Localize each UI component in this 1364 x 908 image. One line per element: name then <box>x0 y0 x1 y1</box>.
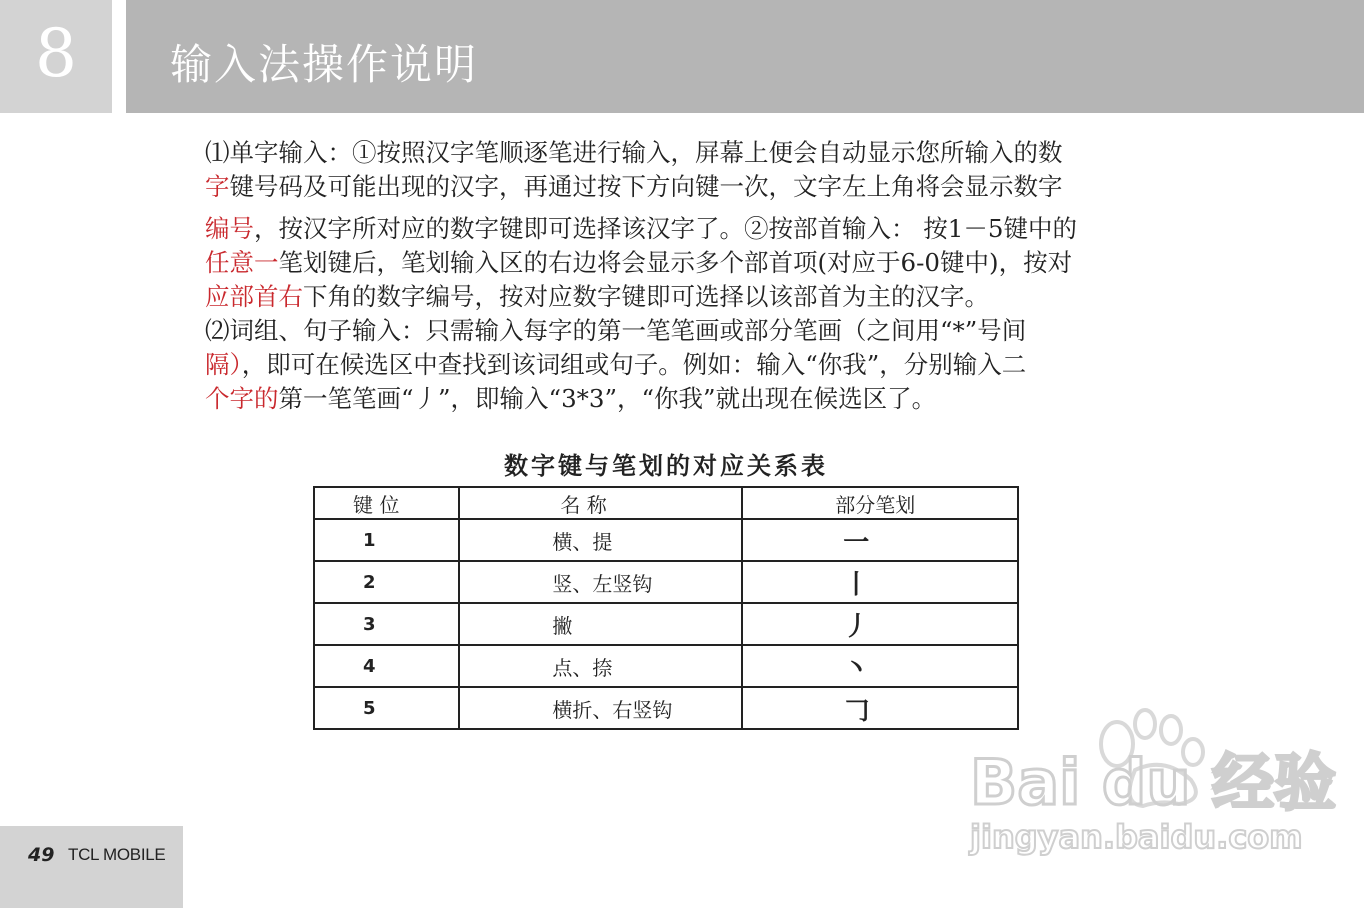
highlight-text: 隔） <box>205 350 242 379</box>
stroke-cell: 丨 <box>742 561 1018 603</box>
line-text: 第一笔笔画“丿”，即输入“3*3”，“你我”就出现在候选区了。 <box>278 384 937 413</box>
key-cell: 2 <box>314 561 459 603</box>
table-row <box>314 687 1018 729</box>
line-text: 笔划键后，笔划输入区的右边将会显示多个部首项(对应于6-0键中)，按对 <box>278 248 1073 277</box>
table-row <box>314 561 1018 603</box>
header-bar <box>126 0 1364 113</box>
line-text: 键号码及可能出现的汉字，再通过按下方向键一次，文字左上角将会显示数字 <box>229 172 1063 201</box>
name-cell: 横折、右竖钩 <box>459 687 742 729</box>
text-line <box>205 246 1205 280</box>
name-cell: 横、提 <box>459 519 742 561</box>
highlight-text: 应部首右 <box>205 282 303 311</box>
text-line <box>205 170 1205 204</box>
table-row <box>314 645 1018 687</box>
header-name: 名 称 <box>459 487 742 519</box>
line-text: ，按汉字所对应的数字键即可选择该汉字了。②按部首输入： 按1－5键中的 <box>254 214 1077 243</box>
key-cell: 1 <box>314 519 459 561</box>
text-line <box>205 212 1205 246</box>
line-text: ⑴单字输入：①按照汉字笔顺逐笔进行输入，屏幕上便会自动显示您所输入的数 <box>205 138 1063 167</box>
name-cell: 撇 <box>459 603 742 645</box>
line-text: ⑵词组、句子输入：只需输入每字的第一笔笔画或部分笔画（之间用“*”号间 <box>205 316 1027 345</box>
instructions-text <box>205 136 1205 416</box>
chapter-number-box <box>0 0 112 113</box>
line-text: ，即可在候选区中查找到该词组或句子。例如：输入“你我”，分别输入二 <box>241 350 1027 379</box>
footer-box <box>0 826 183 908</box>
name-cell: 竖、左竖钩 <box>459 561 742 603</box>
stroke-mapping-table <box>313 486 1019 730</box>
header-stroke: 部分笔划 <box>742 487 1018 519</box>
page-number: 49 <box>28 844 55 866</box>
chapter-number: 8 <box>35 15 77 92</box>
key-cell: 5 <box>314 687 459 729</box>
watermark-brand: Bai du 经验 <box>970 746 1337 819</box>
table-title: 数字键与笔划的对应关系表 <box>504 452 828 480</box>
stroke-cell: 丶 <box>742 645 1018 687</box>
highlight-text: 个字的 <box>205 384 279 413</box>
header-key: 键 位 <box>314 487 459 519</box>
footer-brand: TCL MOBILE <box>68 845 166 864</box>
page-title: 输入法操作说明 <box>170 40 479 89</box>
line-text: 下角的数字编号，按对应数字键即可选择以该部首为主的汉字。 <box>303 282 989 311</box>
stroke-cell: 丿 <box>742 603 1018 645</box>
table-header-row <box>314 487 1018 519</box>
text-line <box>205 136 1205 170</box>
highlight-text: 字 <box>205 172 230 201</box>
text-line <box>205 382 1205 416</box>
stroke-cell: 𠃌 <box>742 687 1018 729</box>
key-cell: 4 <box>314 645 459 687</box>
text-line <box>205 348 1205 382</box>
text-line <box>205 280 1205 314</box>
highlight-text: 编号 <box>205 214 254 243</box>
stroke-cell: 一 <box>742 519 1018 561</box>
key-cell: 3 <box>314 603 459 645</box>
highlight-text: 任意一 <box>205 248 279 277</box>
table-row <box>314 603 1018 645</box>
baidu-jingyan-watermark <box>965 700 1337 860</box>
watermark-url: jingyan.baidu.com <box>970 818 1303 856</box>
text-line <box>205 314 1205 348</box>
table-row <box>314 519 1018 561</box>
name-cell: 点、捺 <box>459 645 742 687</box>
